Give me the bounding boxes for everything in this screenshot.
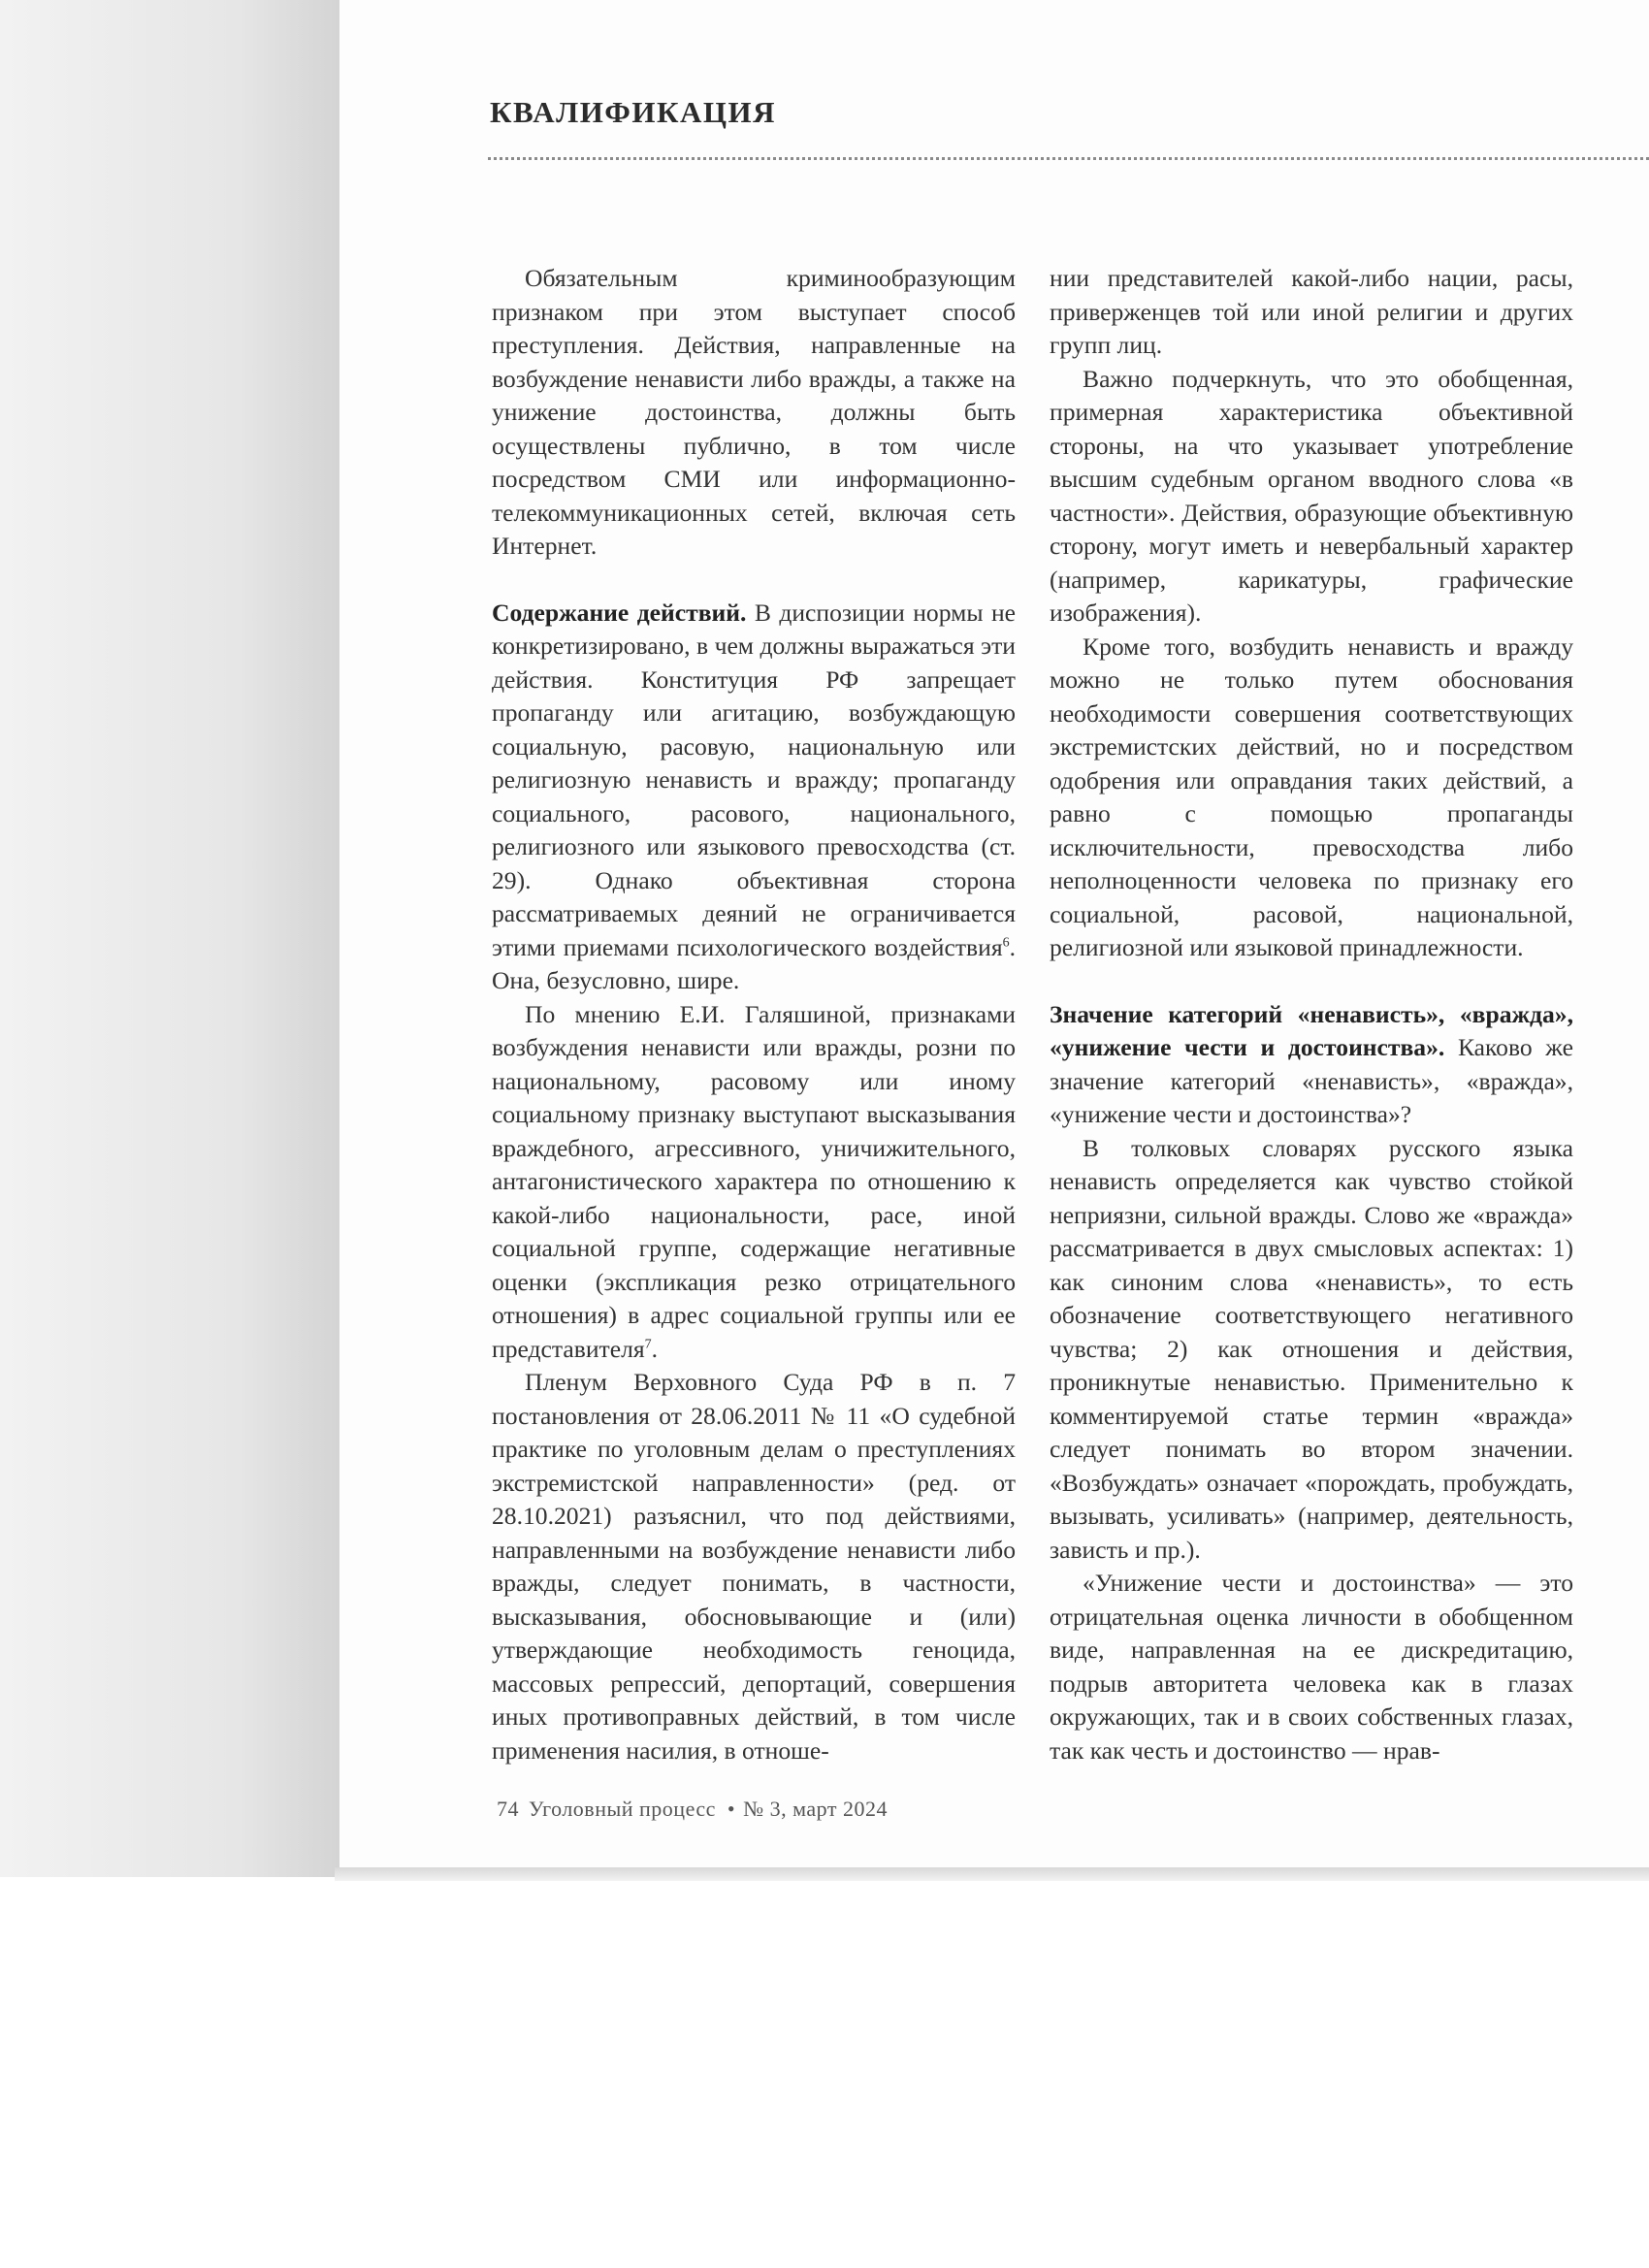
right-paragraph-6: «Унижение чести и достоинства» — это отрицательная оценка личности в обобщенном виде, направленная на ее дискредитацию, подрыв авторитета человека как в глазах окружающих, так и в своих собственных глазах, так как честь и достоинство — нрав-	[1050, 1569, 1573, 1765]
right-paragraph-1: нии представителей какой-либо нации, расы, приверженцев той или иной религии и других групп лиц.	[1050, 264, 1573, 359]
subheading-content-of-actions: Содержание действий.	[492, 598, 747, 627]
subheading-meaning-of-categories: Значение категорий «ненависть», «вражда», «унижение чести и достоинства».	[1050, 999, 1573, 1061]
left-paragraph-4: Пленум Верховного Суда РФ в п. 7 постановления от 28.06.2011 № 11 «О судебной практике по уголовным делам о преступлениях экстремистской направленности» (ред. от 28.10.2021) разъяснил, что под действиями, направленными на возбуждение ненависти либо вражды, следует понимать, в частности, высказывания, обосновывающие и (или) утверждающие необходимость геноцида, массовых репрессий, депортаций, совершения иных противоправных действий, в том числе применения насилия, в отноше-	[492, 1368, 1016, 1765]
right-paragraph-4-text: Каково же значение категорий «ненависть», «вражда», «унижение чести и достоинства»?	[1050, 1033, 1574, 1128]
footer-bullet: •	[727, 1797, 736, 1821]
left-paragraph-1: Обязательным криминообразующим признаком при этом выступает способ преступления. Действия, направленные на возбуждение ненависти либо вражды, а также на унижение достоинства, должны быть осуществлены публично, в том числе посредством СМИ или информационно-телекоммуникационных сетей, включая сеть Интернет.	[492, 264, 1016, 560]
left-paragraph-3-text: По мнению Е.И. Галяшиной, признаками возбуждения ненависти или вражды, розни по национальному, расовому или иному социальному признаку выступают высказывания враждебного, агрессивного, уничижительного, антагонистического характера по отношению к какой-либо национальности, расе, иной социальной группе, содержащие негативные оценки (экспликация резко отрицательного отношения) в адрес социальной группы или ее представителя	[492, 999, 1016, 1363]
page-bottom-edge	[335, 1867, 1649, 1881]
left-paragraph-3-tail: .	[651, 1334, 659, 1363]
journal-name: Уголовный процесс	[529, 1797, 716, 1821]
journal-issue: № 3, март 2024	[743, 1797, 888, 1821]
right-paragraph-2: Важно подчеркнуть, что это обобщенная, примерная характеристика объективной стороны, на что указывает употребление высшим судебным органом вводного слова «в частности». Действия, образующие объективную сторону, могут иметь и невербальный характер (например, карикатуры, графические изображения).	[1050, 364, 1573, 627]
left-paragraph-2	[492, 597, 1016, 998]
left-paragraph-2-text: В диспозиции нормы не конкретизировано, в чем должны выражаться эти действия. Конституция РФ запрещает пропаганду или агитацию, возбуждающую социальную, расовую, национальную или религиозную ненависть и вражду; пропаганду социального, расового, национального, религиозного или языкового превосходства (ст. 29). Однако объективная сторона рассматриваемых деяний не ограничивается этими приемами психологического воздействия	[492, 598, 1017, 961]
left-paragraph-2-tail: . Она, безусловно, шире.	[492, 932, 1016, 994]
left-column	[492, 262, 1016, 1767]
header-divider	[488, 157, 1649, 160]
page-footer	[497, 1797, 891, 1822]
scan-shadow	[0, 0, 340, 1877]
section-title: КВАЛИФИКАЦИЯ	[490, 95, 777, 129]
right-paragraph-4	[1050, 998, 1573, 1132]
right-paragraph-5: В толковых словарях русского языка ненависть определяется как чувство стойкой неприязни, сильной вражды. Слово же «вражда» рассматривается в двух смысловых аспектах: 1) как синоним слова «ненависть», то есть обозначение соответствующего негативного чувства; 2) как отношения и действия, проникнутые ненавистью. Применительно к комментируемой статье термин «вражда» следует понимать во втором значении. «Возбуждать» означает «порождать, пробуждать, вызывать, усиливать» (например, деятельность, зависть и пр.).	[1050, 1133, 1573, 1564]
right-column	[1050, 262, 1573, 1767]
right-paragraph-3: Кроме того, возбудить ненависть и вражду можно не только путем обоснования необходимости совершения соответствующих экстремистских действий, но и посредством одобрения или оправдания таких действий, а равно с помощью пропаганды исключительности, превосходства либо неполноценности человека по признаку его социальной, расовой, национальной, религиозной или языковой принадлежности.	[1050, 632, 1573, 961]
left-paragraph-3	[492, 998, 1016, 1367]
footnote-ref-6: 6	[1002, 934, 1010, 950]
footnote-ref-7: 7	[644, 1336, 652, 1351]
page-number: 74	[497, 1797, 519, 1821]
